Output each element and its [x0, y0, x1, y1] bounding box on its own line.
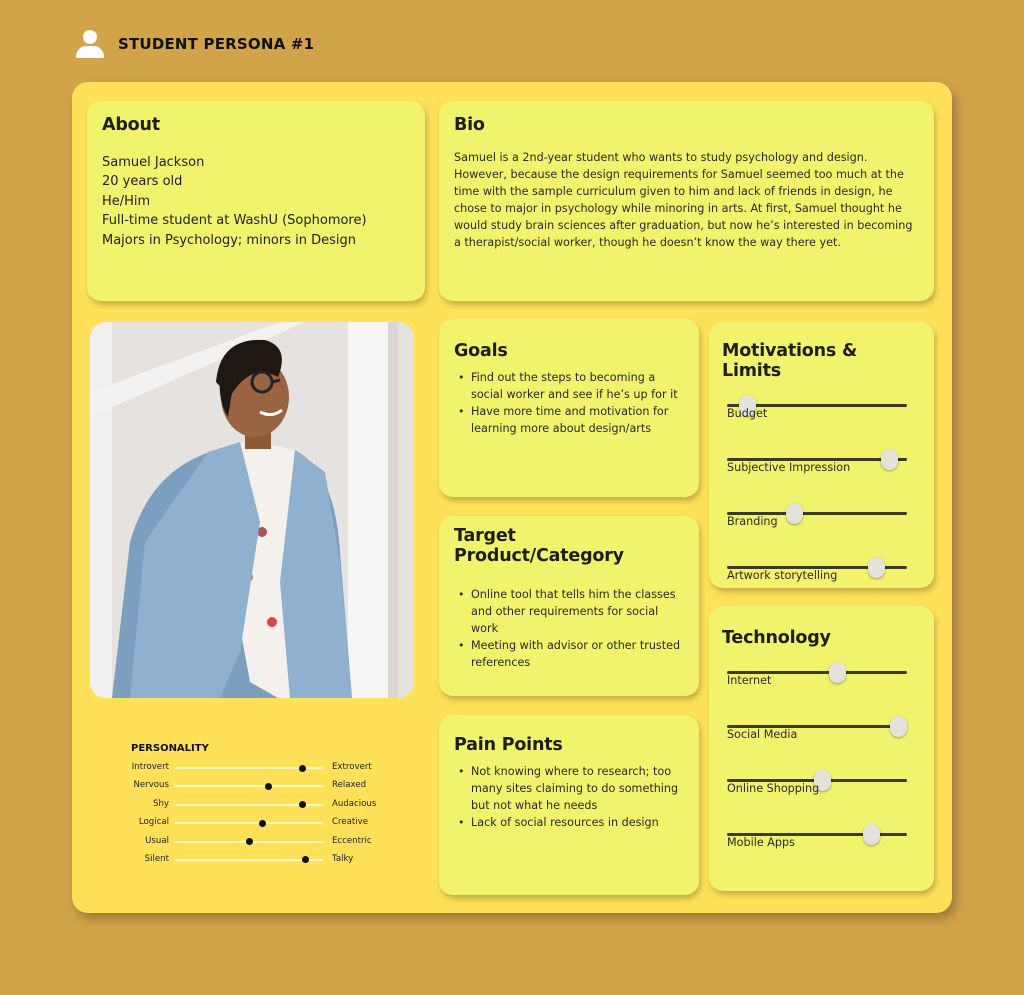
slider-label: Online Shopping [727, 782, 820, 795]
goals-card [439, 319, 699, 497]
pain-points-list [454, 763, 684, 831]
slider-knob[interactable] [881, 449, 898, 470]
trait-marker [299, 765, 306, 772]
trait-scale [175, 785, 323, 787]
motivations-title: Motivations & Limits [722, 341, 858, 381]
trait-right: Eccentric [332, 835, 372, 846]
bio-card [439, 101, 934, 301]
slider-label: Subjective Impression [727, 461, 851, 474]
technology-title: Technology [722, 628, 831, 648]
trait-left: Usual [145, 835, 169, 846]
trait-right: Audacious [332, 798, 377, 809]
about-name: Samuel Jackson [102, 155, 205, 170]
about-school: Full-time student at WashU (Sophomore) [102, 213, 367, 229]
personality-row [131, 817, 391, 835]
slider-label: Artwork storytelling [727, 569, 838, 582]
goals-item: • Find out the steps to becoming a social worker and see if he’s up for it [454, 369, 684, 403]
personality-title: PERSONALITY [131, 743, 209, 754]
motivations-sliders [722, 395, 921, 611]
technology-sliders [722, 662, 921, 878]
trait-marker [265, 783, 272, 790]
persona-photo [90, 322, 414, 698]
bio-title: Bio [454, 115, 485, 135]
trait-left: Silent [144, 853, 169, 864]
personality-row [131, 836, 391, 854]
user-icon [76, 30, 104, 58]
trait-right: Extrovert [332, 762, 372, 772]
personality-section [131, 743, 391, 872]
trait-scale [175, 859, 323, 861]
about-card [87, 101, 425, 301]
slider-branding[interactable] [722, 503, 921, 557]
persona-board [72, 82, 952, 913]
trait-marker [246, 838, 253, 845]
slider-budget[interactable] [722, 395, 921, 449]
slider-knob[interactable] [890, 716, 907, 737]
pain-points-card [439, 715, 699, 895]
trait-marker [299, 801, 306, 808]
about-pronouns: He/Him [102, 193, 151, 209]
technology-card [709, 606, 934, 891]
trait-right: Talky [332, 853, 354, 864]
persona-photo-illustration [90, 322, 414, 698]
slider-label: Budget [727, 407, 768, 420]
personality-row [131, 854, 391, 872]
personality-row [131, 799, 391, 817]
trait-left: Shy [153, 798, 169, 809]
slider-subjective-impression[interactable] [722, 449, 921, 503]
motivations-card [709, 322, 934, 588]
slider-online-shopping[interactable] [722, 770, 921, 824]
personality-row [131, 762, 391, 780]
slider-mobile-apps[interactable] [722, 824, 921, 878]
personality-row [131, 780, 391, 798]
slider-knob[interactable] [829, 662, 846, 683]
pain-points-title: Pain Points [454, 735, 563, 755]
bio-text: Samuel is a 2nd-year student who wants to study psychology and design. However, because the design requirements for Samuel seemed too much at the time with the sample curriculum given to him and lack of friends in design, he chose to major in psychology while minoring in arts. At first, Samuel thought he would study brain sciences after graduation, but now he’s interested in becoming a therapist/social worker, though he doesn’t know the way there yet. [454, 151, 913, 249]
pain-points-item: • Not knowing where to research; too many sites claiming to do something but not what he needs [454, 763, 684, 814]
target-title: Target Product/Category [454, 526, 624, 566]
trait-marker [259, 820, 266, 827]
trait-marker [302, 856, 309, 863]
about-age: 20 years old [102, 174, 183, 190]
slider-knob[interactable] [868, 557, 885, 578]
page-title: STUDENT PERSONA #1 [118, 35, 315, 53]
trait-right: Relaxed [332, 780, 367, 791]
slider-knob[interactable] [863, 824, 880, 845]
target-list [454, 586, 684, 671]
target-item: • Meeting with advisor or other trusted references [454, 637, 684, 671]
trait-left: Nervous [133, 780, 169, 791]
goals-title: Goals [454, 341, 508, 361]
about-majors: Majors in Psychology; minors in Design [102, 232, 357, 248]
target-item: • Online tool that tells him the classes and other requirements for social work [454, 586, 684, 637]
about-title: About [102, 115, 160, 135]
slider-internet[interactable] [722, 662, 921, 716]
goals-list [454, 369, 684, 437]
slider-label: Branding [727, 515, 778, 528]
slider-social-media[interactable] [722, 716, 921, 770]
slider-knob[interactable] [786, 503, 803, 524]
trait-scale [175, 822, 323, 824]
slider-label: Internet [727, 674, 772, 687]
trait-right: Creative [332, 817, 369, 828]
slider-label: Mobile Apps [727, 836, 795, 849]
target-card [439, 516, 699, 696]
slider-label: Social Media [727, 728, 798, 741]
page-header [76, 28, 314, 60]
pain-points-item: • Lack of social resources in design [454, 814, 684, 831]
trait-left: Introvert [131, 762, 169, 772]
trait-left: Logical [138, 817, 169, 828]
slider-artwork-storytelling[interactable] [722, 557, 921, 611]
goals-item: • Have more time and motivation for learning more about design/arts [454, 403, 684, 437]
